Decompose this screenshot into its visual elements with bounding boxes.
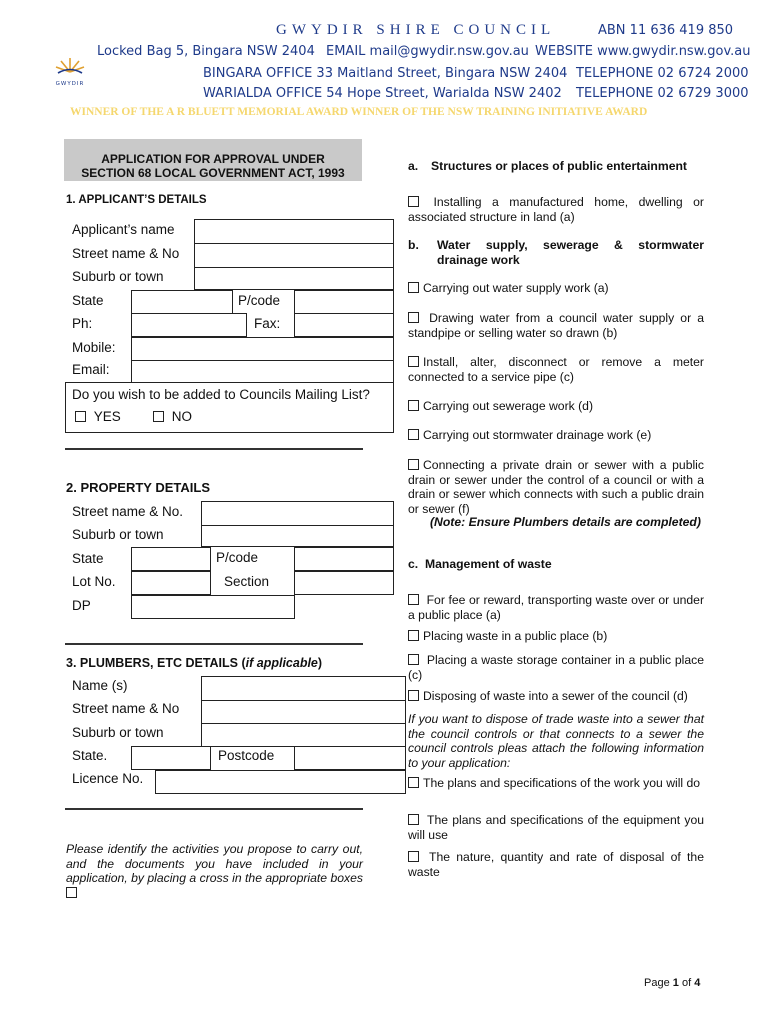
label-property-state: State [72,551,104,566]
instructions-text: Please identify the activities you propose to carry out, and the documents you have included in your application, by placing a cross in the appropriate boxes [66,842,363,885]
checkbox-icon[interactable] [153,411,164,422]
applicant-name-field[interactable] [194,219,394,244]
label-pcode: P/code [238,293,281,308]
checkbox-icon[interactable] [408,196,419,207]
form-title-line1: APPLICATION FOR APPROVAL UNDER [101,152,325,166]
activity-c3[interactable] [408,653,704,682]
activity-b5[interactable] [408,428,704,443]
checkbox-icon[interactable] [408,312,419,323]
label-state: State [72,293,104,308]
activity-c4[interactable] [408,689,704,704]
label-section: Section [224,574,270,589]
council-email[interactable]: EMAIL mail@gwydir.nsw.gov.au [326,44,529,59]
activity-b1-text: Carrying out water supply work (a) [423,281,609,295]
page-total: 4 [694,977,701,989]
label-plumber-postcode: Postcode [218,748,275,763]
label-suburb: Suburb or town [72,269,164,284]
logo-text: GWYDIR [55,81,85,87]
award-banner: WINNER OF THE A R BLUETT MEMORIAL AWARD WINNER OF THE NSW TRAINING INITIATIVE AWARD [70,106,648,118]
category-b-label: b. [408,238,419,252]
section3-heading-close: ) [317,656,323,670]
property-street-field[interactable] [201,501,394,526]
section3-heading-text: 3. PLUMBERS, ETC DETAILS ( [66,656,246,670]
property-lot-field[interactable] [131,571,211,595]
page-number [644,977,700,989]
activity-c1-text: For fee or reward, transporting waste over or under a public place (a) [408,593,705,622]
document-d1[interactable] [408,776,704,791]
applicant-fax-field[interactable] [294,313,394,337]
document-d2[interactable] [408,813,704,842]
activity-b6-text: Connecting a private drain or sewer with a public drain or sewer under the control of a council or with a drain or sewer which connects with such a public drain or sewer (f) [408,458,704,516]
activity-b6[interactable] [408,458,704,516]
postal-address: Locked Bag 5, Bingara NSW 2404 [97,44,315,59]
mailing-no-option[interactable] [153,409,192,424]
property-section-field[interactable] [294,571,394,595]
document-d1-text: The plans and specifications of the work you will do [423,776,701,790]
property-pcode-field[interactable] [294,547,394,571]
label-property-street: Street name & No. [72,504,184,519]
section2-heading: 2. PROPERTY DETAILS [66,480,210,495]
section3-heading-italic: if applicable [245,656,318,670]
checkbox-icon[interactable] [408,400,419,411]
label-plumber-state: State. [72,748,108,763]
activity-b2[interactable] [408,311,704,340]
activity-c2-text: Placing waste in a public place (b) [423,629,608,643]
checkbox-icon[interactable] [408,654,419,665]
council-website[interactable]: WEBSITE www.gwydir.nsw.gov.au [535,44,751,59]
checkbox-icon[interactable] [408,459,419,470]
category-b-title: Water supply, sewerage & stormwater drainage work [437,238,704,267]
category-b [408,238,708,267]
section-divider [65,643,363,645]
checkbox-icon[interactable] [408,429,419,440]
checkbox-icon[interactable] [408,356,419,367]
form-title-line2: SECTION 68 LOCAL GOVERNMENT ACT, 1993 [81,166,345,180]
section-divider [65,808,363,810]
activity-b3-text: Install, alter, disconnect or remove a meter connected to a service pipe (c) [408,355,704,384]
document-d2-text: The plans and specifications of the equipment you will use [408,813,704,842]
mailing-no-label: NO [171,409,193,424]
section3-heading [66,656,322,670]
applicant-email-field[interactable] [131,360,394,383]
page-word: Page [644,977,670,989]
label-fax: Fax: [254,316,281,331]
form-title [64,139,362,181]
activity-b5-text: Carrying out stormwater drainage work (e) [423,428,652,442]
of-word: of [681,977,692,989]
warialda-phone: TELEPHONE 02 6729 3000 [576,86,749,101]
label-applicant-name: Applicant’s name [72,222,175,237]
label-email: Email: [72,362,110,377]
label-lot: Lot No. [72,574,116,589]
activity-b4[interactable] [408,399,704,414]
activity-c2[interactable] [408,629,704,644]
section1-heading: 1. APPLICANT’S DETAILS [66,194,207,206]
label-dp: DP [72,598,91,613]
checkbox-icon[interactable] [408,594,419,605]
category-c-label: c. [408,557,419,571]
label-property-pcode: P/code [216,550,259,565]
applicant-mobile-field[interactable] [131,337,394,361]
activity-b3[interactable] [408,355,704,384]
sun-logo-icon [50,54,90,76]
plumber-note: (Note: Ensure Plumbers details are completed) [430,515,701,529]
bingara-phone: TELEPHONE 02 6724 2000 [576,66,749,81]
label-plumber-name: Name (s) [72,678,128,693]
applicant-street-field[interactable] [194,243,394,268]
plumber-state-field[interactable] [131,746,211,770]
applicant-state-field[interactable] [131,290,233,314]
property-state-field[interactable] [131,547,211,571]
warialda-office: WARIALDA OFFICE 54 Hope Street, Warialda NSW 2402 [203,86,562,101]
checkbox-icon[interactable] [408,814,419,825]
council-logo [50,54,90,88]
plumber-licence-field[interactable] [155,770,406,794]
label-ph: Ph: [72,316,93,331]
mailing-list-question: Do you wish to be added to Councils Mailing List? [72,387,370,402]
section-divider [65,448,363,450]
category-a [408,159,708,174]
label-plumber-suburb: Suburb or town [72,725,164,740]
plumber-postcode-field[interactable] [294,746,406,770]
trade-waste-instructions: If you want to dispose of trade waste into a sewer that the council controls or that connects to a sewer the council controls pleas attach the following information to your application: [408,712,704,770]
mailing-yes-label: YES [93,409,121,424]
activity-c4-text: Disposing of waste into a sewer of the council (d) [423,689,688,703]
activity-c1[interactable] [408,593,704,622]
checkbox-icon[interactable] [408,630,419,641]
category-c [408,557,708,572]
property-dp-field[interactable] [131,595,295,619]
document-d3[interactable] [408,850,704,879]
applicant-pcode-field[interactable] [294,290,394,314]
checkbox-icon [66,887,77,898]
checkbox-icon[interactable] [75,411,86,422]
applicant-phone-field[interactable] [131,313,247,337]
activity-b1[interactable] [408,281,704,296]
label-mobile: Mobile: [72,340,116,355]
plumber-suburb-field[interactable] [201,723,406,747]
page-current: 1 [672,977,679,989]
checkbox-icon[interactable] [408,282,419,293]
plumber-street-field[interactable] [201,700,406,724]
category-a-label: a. [408,159,419,173]
label-licence: Licence No. [72,771,144,786]
applicant-suburb-field[interactable] [194,267,394,290]
checkbox-icon[interactable] [408,851,419,862]
label-plumber-street: Street name & No [72,701,180,716]
checkbox-icon[interactable] [408,690,419,701]
activity-b4-text: Carrying out sewerage work (d) [423,399,594,413]
category-a-title: Structures or places of public entertainment [431,159,687,173]
plumber-name-field[interactable] [201,676,406,701]
label-property-suburb: Suburb or town [72,527,164,542]
category-c-title: Management of waste [424,557,552,571]
activity-b2-text: Drawing water from a council water supply or a standpipe or selling water so drawn (b) [408,311,704,340]
abn: ABN 11 636 419 850 [598,23,734,38]
property-suburb-field[interactable] [201,525,394,547]
activity-a1[interactable] [408,195,704,224]
bingara-office: BINGARA OFFICE 33 Maitland Street, Bingara NSW 2404 [203,66,568,81]
mailing-list-box [65,382,394,433]
document-d3-text: The nature, quantity and rate of disposal of the waste [408,850,704,879]
instructions [66,842,363,900]
activity-c3-text: Placing a waste storage container in a public place (c) [408,653,704,682]
label-street: Street name & No [72,246,180,261]
activity-a1-text: Installing a manufactured home, dwelling or associated structure in land (a) [408,195,704,224]
council-name: GWYDIR SHIRE COUNCIL [276,22,556,38]
mailing-yes-option[interactable] [75,409,121,424]
checkbox-icon[interactable] [408,777,419,788]
